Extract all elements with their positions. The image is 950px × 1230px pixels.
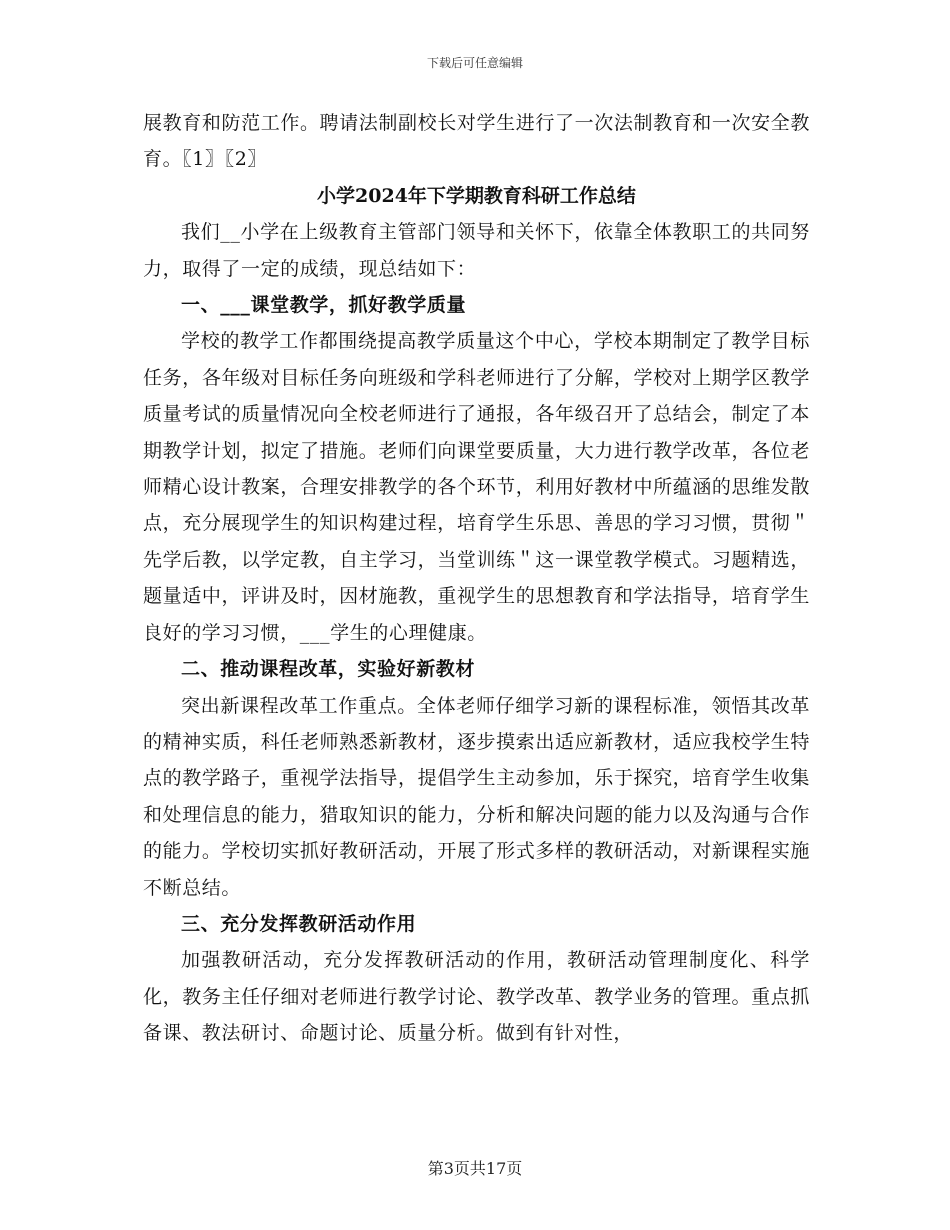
section-heading-2: 二、推动课程改革，实验好新教材: [181, 658, 476, 681]
page-header-note: 下载后可任意编辑: [426, 56, 523, 70]
section-body-3: 加强教研活动，充分发挥教研活动的作用，教研活动管理制度化、科学化，教务主任仔细对老师进行教学讨论、教学改革、教学业务的管理。重点抓备课、教法研讨、命题讨论、质量分析。做到有针对性，: [143, 949, 810, 1045]
intro-paragraph: 展教育和防范工作。聘请法制副校长对学生进行了一次法制教育和一次安全教育。〖1〗〖2〗: [143, 112, 810, 171]
document-title: 小学2024年下学期教育科研工作总结: [317, 184, 636, 207]
section-heading-3: 三、充分发挥教研活动作用: [181, 912, 417, 935]
opening-paragraph: 我们__小学在上级教育主管部门领导和关怀下，依靠全体教职工的共同努力，取得了一定的成绩，现总结如下：: [143, 221, 810, 280]
section-body-1: 学校的教学工作都围绕提高教学质量这个中心，学校本期制定了教学目标任务，各年级对目标任务向班级和学科老师进行了分解，学校对上期学区教学质量考试的质量情况向全校老师进行了通报，各年级召开了总结会，制定了本期教学计划，拟定了措施。老师们向课堂要质量，大力进行教学改革，各位老师精心设计教案，合理安排教学的各个环节，利用好教材中所蕴涵的思维发散点，充分展现学生的知识构建过程，培育学生乐思、善思的学习习惯，贯彻＂先学后教，以学定教，自主学习，当堂训练＂这一课堂教学模式。习题精选，题量适中，评讲及时，因材施教，重视学生的思想教育和学法指导，培育学生良好的学习习惯，___学生的心理健康。: [143, 330, 810, 644]
document-body: [143, 105, 810, 1052]
page-number: 第3页共17页: [427, 1159, 523, 1178]
section-body-2: 突出新课程改革工作重点。全体老师仔细学习新的课程标准，领悟其改革的精神实质，科任老师熟悉新教材，逐步摸索出适应新教材，适应我校学生特点的教学路子，重视学法指导，提倡学生主动参加，乐于探究，培育学生收集和处理信息的能力，猎取知识的能力，分析和解决问题的能力以及沟通与合作的能力。学校切实抓好教研活动，开展了形式多样的教研活动，对新课程实施不断总结。: [143, 694, 810, 899]
section-heading-1: 一、___课堂教学，抓好教学质量: [181, 294, 467, 317]
